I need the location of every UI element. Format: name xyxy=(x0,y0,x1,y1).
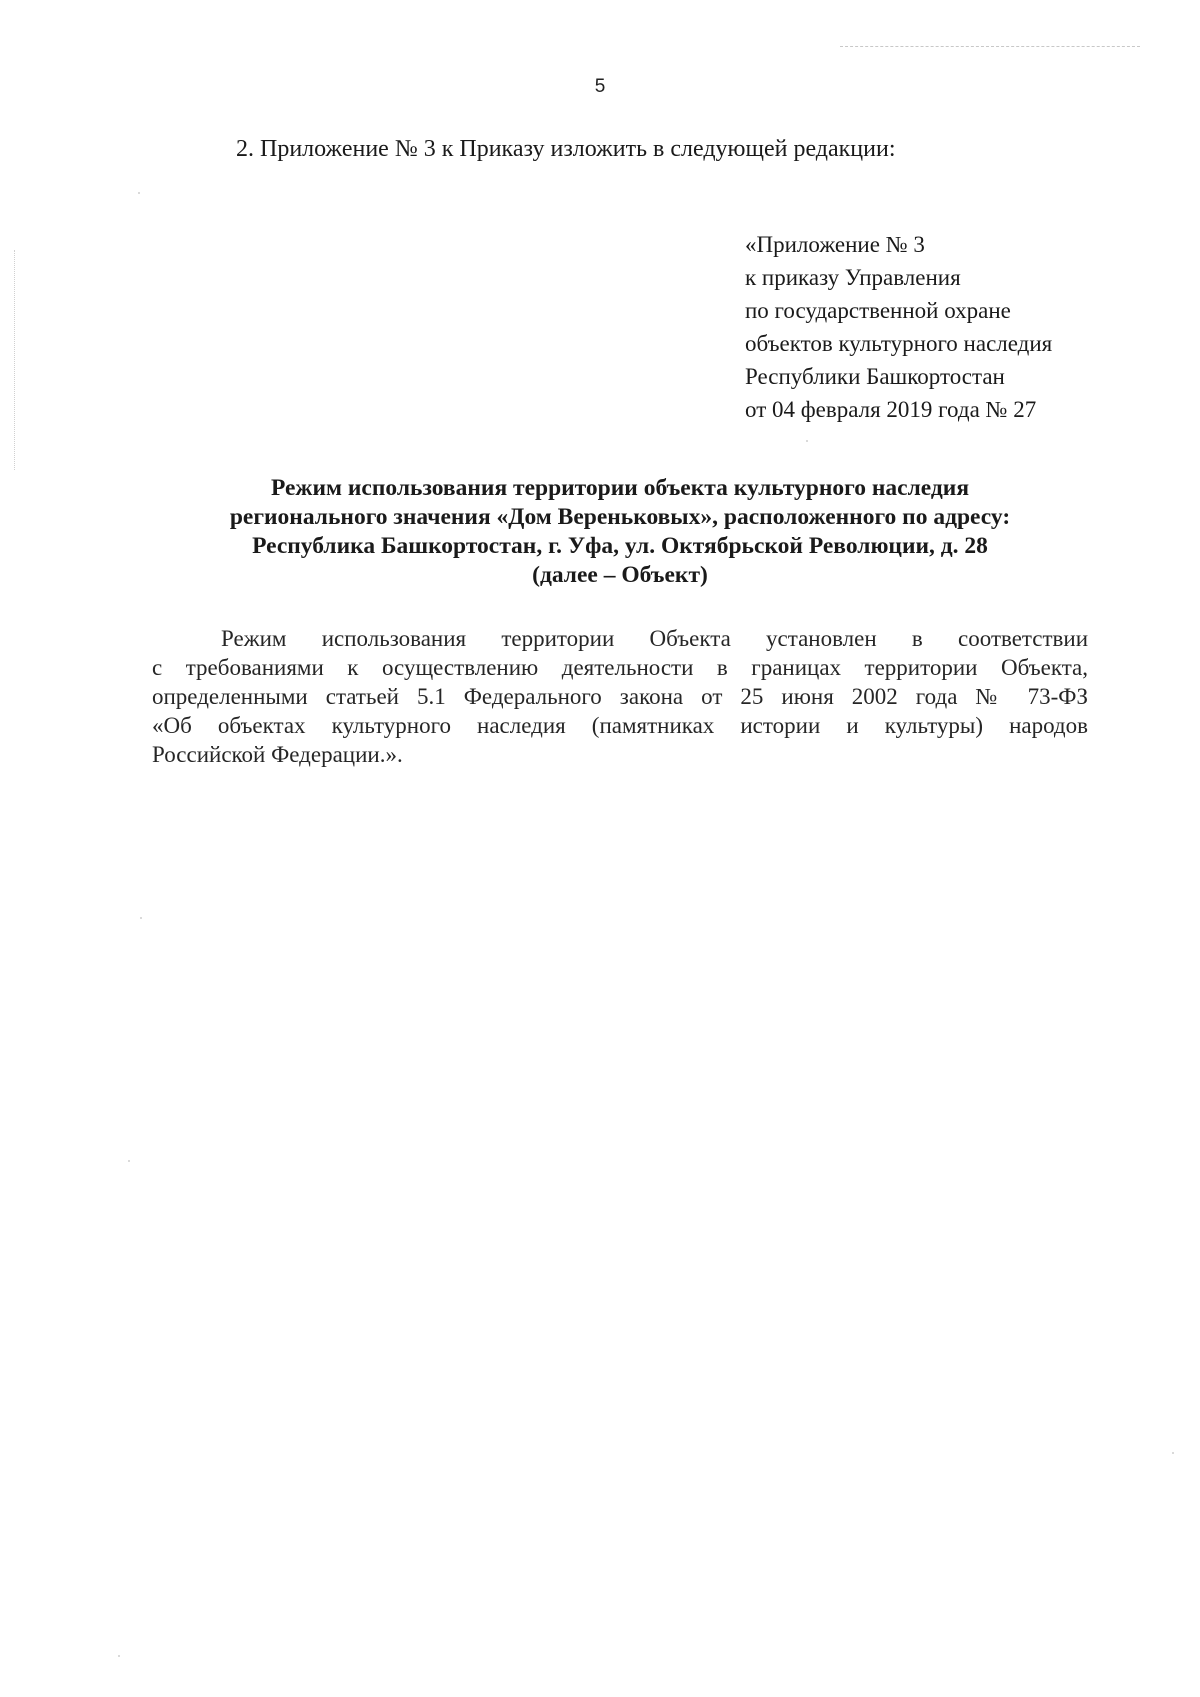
appendix-line: Республики Башкортостан xyxy=(745,364,1005,389)
scan-speck xyxy=(138,192,140,194)
scan-artifact-line xyxy=(840,46,1140,47)
scan-artifact-edge xyxy=(14,250,15,470)
scan-speck xyxy=(140,917,142,919)
body-line: определенными статьей 5.1 Федерального закона от 25 июня 2002 года № 73-ФЗ xyxy=(152,684,1088,709)
scan-speck xyxy=(118,1655,120,1657)
title-line: Республика Башкортостан, г. Уфа, ул. Октябрьской Революции, д. 28 xyxy=(252,533,988,559)
title-line: регионального значения «Дом Вереньковых», расположенного по адресу: xyxy=(229,504,1011,530)
appendix-line: к приказу Управления xyxy=(745,265,961,290)
appendix-line: «Приложение № 3 xyxy=(745,232,925,257)
scan-speck xyxy=(128,1160,130,1162)
body-line: Российской Федерации.». xyxy=(152,742,403,767)
appendix-header xyxy=(745,228,1052,426)
document-title xyxy=(150,474,1090,590)
body-line: с требованиями к осуществлению деятельности в границах территории Объекта, xyxy=(152,655,1088,680)
title-line: Режим использования территории объекта культурного наследия xyxy=(270,475,970,501)
appendix-line: по государственной охране xyxy=(745,298,1011,323)
title-line: (далее – Объект) xyxy=(532,562,708,588)
page-number: 5 xyxy=(594,76,606,97)
body-paragraph xyxy=(152,624,1088,769)
appendix-line: от 04 февраля 2019 года № 27 xyxy=(745,397,1037,422)
intro-paragraph: 2. Приложение № 3 к Приказу изложить в следующей редакции: xyxy=(236,136,896,162)
appendix-line: объектов культурного наследия xyxy=(745,331,1053,356)
body-line: «Об объектах культурного наследия (памятниках истории и культуры) народов xyxy=(152,713,1088,738)
scan-speck xyxy=(1172,1452,1174,1454)
scan-speck xyxy=(806,440,808,442)
body-line: Режим использования территории Объекта установлен в соответствии xyxy=(221,626,1088,651)
